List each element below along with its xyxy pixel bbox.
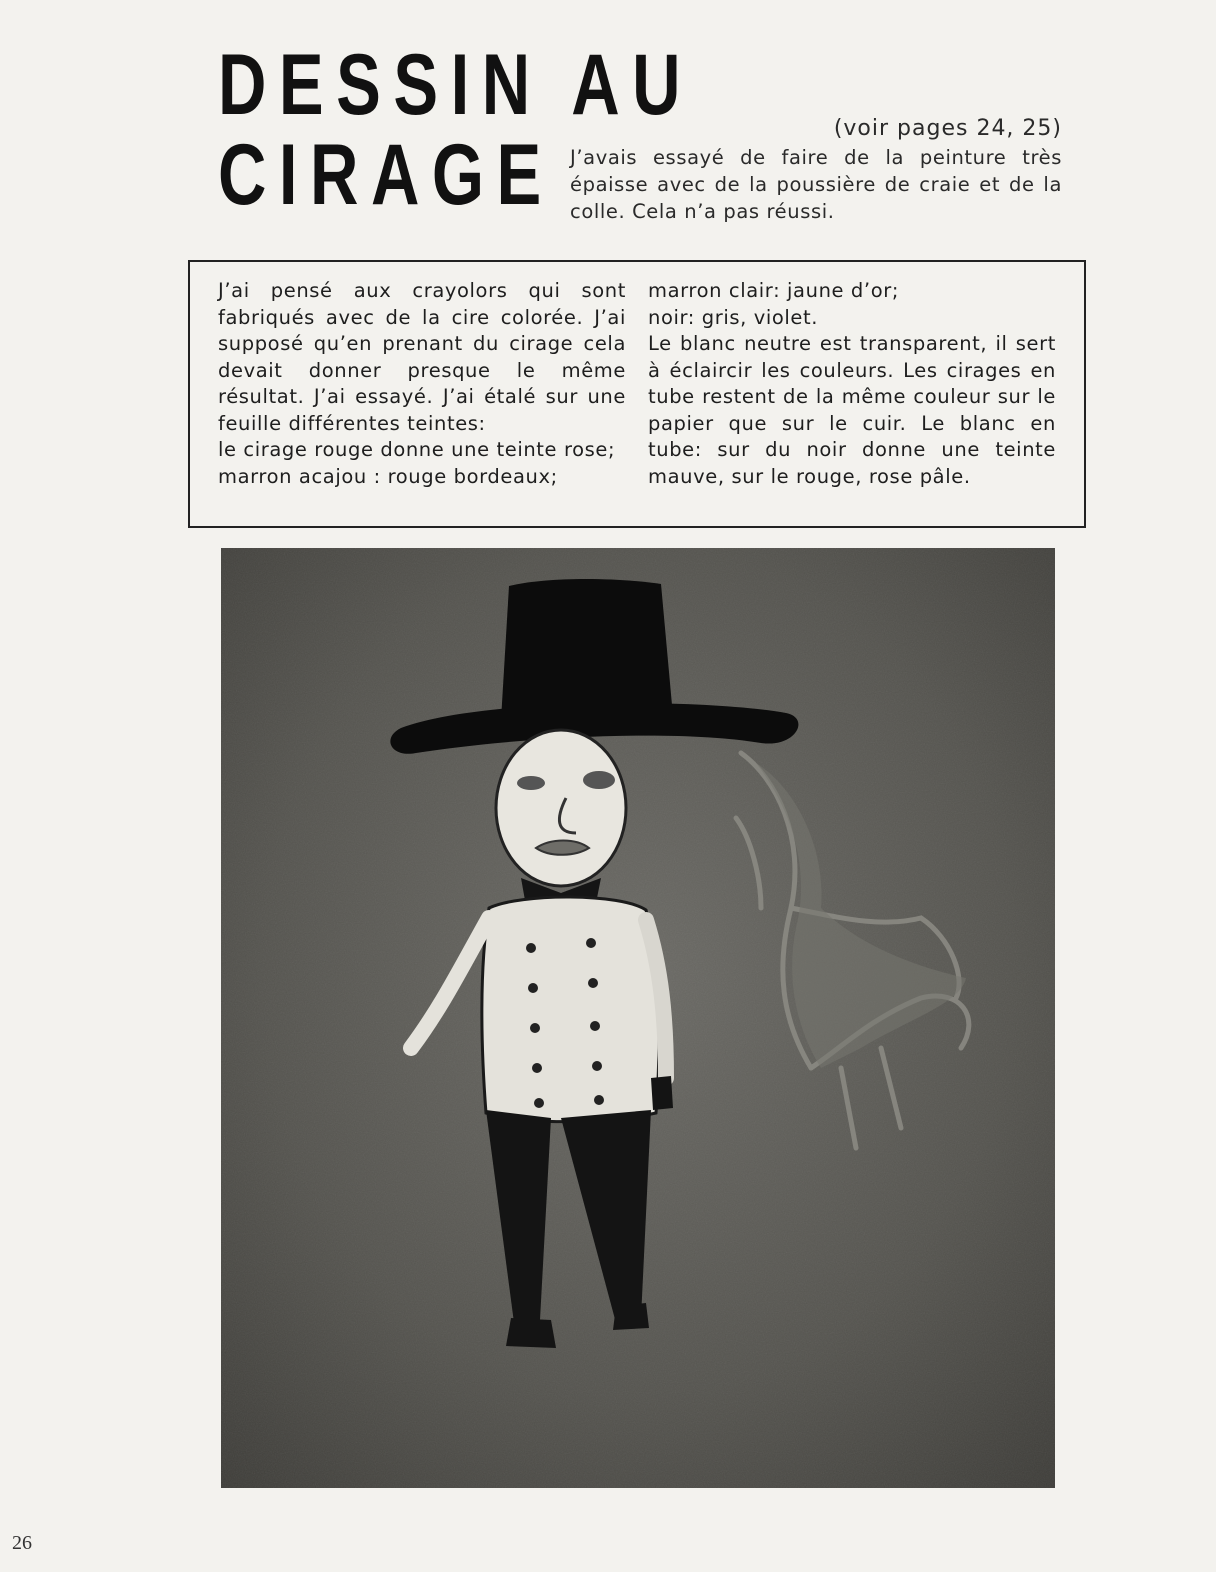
artwork-image [221, 548, 1055, 1488]
page-number: 26 [12, 1532, 32, 1554]
paragraph: marron clair: jaune d’or; [648, 279, 900, 302]
title-line-1: DESSIN AU [218, 37, 694, 133]
paragraph: le cirage rouge donne une teinte rose; [218, 438, 616, 461]
text-box [188, 260, 1086, 528]
paragraph: J’ai pensé aux crayolors qui sont fabriqués avec de la cire colorée. J’ai supposé qu’en prenant du cirage cela devait donner presque le même résultat. J’ai essayé. J’ai étalé sur une feuille différentes teintes: [218, 279, 626, 435]
text-column-right [648, 278, 1056, 526]
text-column-left [218, 278, 626, 526]
paragraph: marron acajou : rouge bordeaux; [218, 464, 558, 488]
intro-paragraph: J’avais essayé de faire de la peinture très épaisse avec de la poussière de craie et de la colle. Cela n’a pas réussi. [570, 146, 1062, 223]
paragraph: noir: gris, violet. [648, 305, 819, 329]
title-line-2: CIRAGE [218, 127, 554, 223]
face [496, 730, 626, 886]
paragraph: Le blanc neutre est transparent, il sert à éclaircir les couleurs. Les cirages en tube restent de la même couleur sur le papier que sur le cuir. Le blanc en tube: sur du noir donne une teinte mauve, sur le rouge, rose pâle. [648, 332, 1056, 488]
page-reference: (voir pages 24, 25) [833, 116, 1062, 141]
